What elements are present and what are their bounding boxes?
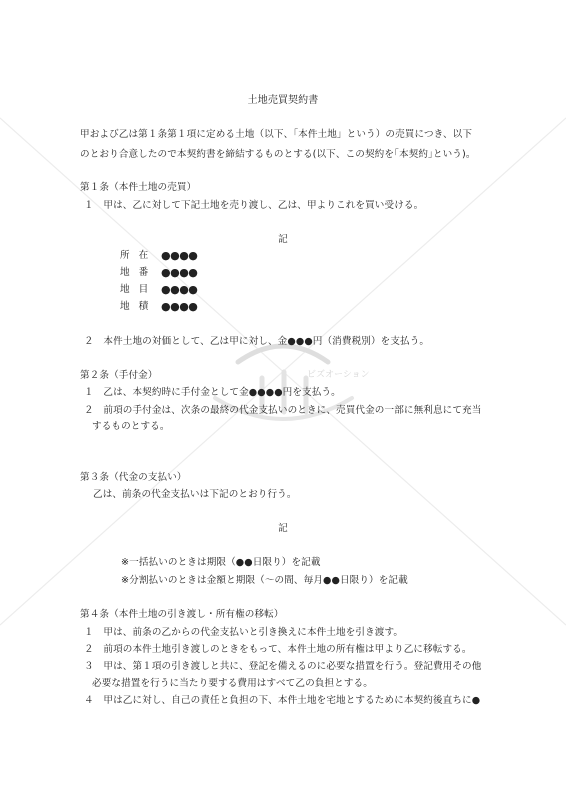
article-2-heading: 第２条（手付金） <box>80 370 158 381</box>
article-2-paragraph-2a: ２ 前項の手付金は、次条の最終の代金支払いのときに、売買代金の一部に無利息にて充当 <box>84 405 482 416</box>
article-3-heading: 第３条（代金の支払い） <box>80 472 187 483</box>
article-1-paragraph-2: ２ 本件土地の対価として、乙は甲に対し、金●●●円（消費税別）を支払う。 <box>84 336 430 347</box>
article-1-paragraph-1: １ 甲は、乙に対して下記土地を売り渡し、乙は、甲よりこれを買い受ける。 <box>84 200 424 211</box>
article-3-note-2: ※分割払いのときは金額と期限（〜の間、毎月●●日限り）を記載 <box>121 575 408 586</box>
article-4-paragraph-3a: ３ 甲は、第１項の引き渡しと共に、登記を備えるのに必要な措置を行う。登記費用その他 <box>84 661 482 672</box>
article-4-paragraph-1: １ 甲は、前条の乙からの代金支払いと引き換えに本件土地を引き渡す。 <box>84 627 404 638</box>
property-label-area: 地積 <box>120 301 158 312</box>
article-4-paragraph-2: ２ 前項の本件土地引き渡しのときをもって、本件土地の所有権は甲より乙に移転する。 <box>84 644 472 655</box>
preamble-line-1: 甲および乙は第１条第１項に定める土地（以下、「本件土地」という）の売買につき、以下 <box>80 129 473 140</box>
article-2-paragraph-1: １ 乙は、本契約時に手付金として金●●●●円を支払う。 <box>84 387 341 398</box>
article-3-note-1: ※一括払いのときは期限（●●日限り）を記載 <box>121 557 321 568</box>
article-3-paragraph-1: 乙は、前条の代金支払いは下記のとおり行う。 <box>93 489 297 500</box>
property-label-land-category: 地目 <box>120 284 158 295</box>
preamble-line-2: のとおり合意したので本契約書を締結するものとする(以下、この契約を｢本契約｣という)。 <box>80 149 476 160</box>
document-title: 土地売買契約書 <box>247 95 319 106</box>
watermark-text: ビズオーション <box>307 370 370 380</box>
property-value-lot-number: ●●●● <box>161 266 198 279</box>
property-value-location: ●●●● <box>161 249 198 262</box>
article-1-ki: 記 <box>278 234 288 245</box>
article-2-paragraph-2b: するものとする。 <box>92 421 170 432</box>
article-4-heading: 第４条（本件土地の引き渡し・所有権の移転） <box>80 609 284 620</box>
property-value-land-category: ●●●● <box>161 283 198 296</box>
property-value-area: ●●●● <box>161 300 198 313</box>
article-4-paragraph-4: ４ 甲は乙に対し、自己の責任と負担の下、本件土地を宅地とするために本契約後直ちに● <box>84 695 481 706</box>
article-3-ki: 記 <box>278 523 288 534</box>
property-label-location: 所在 <box>120 250 158 261</box>
article-1-heading: 第１条（本件土地の売買） <box>80 182 197 193</box>
article-4-paragraph-3b: 必要な措置を行うに当たり要する費用はすべて乙の負担とする。 <box>92 678 373 689</box>
property-label-lot-number: 地番 <box>120 267 158 278</box>
